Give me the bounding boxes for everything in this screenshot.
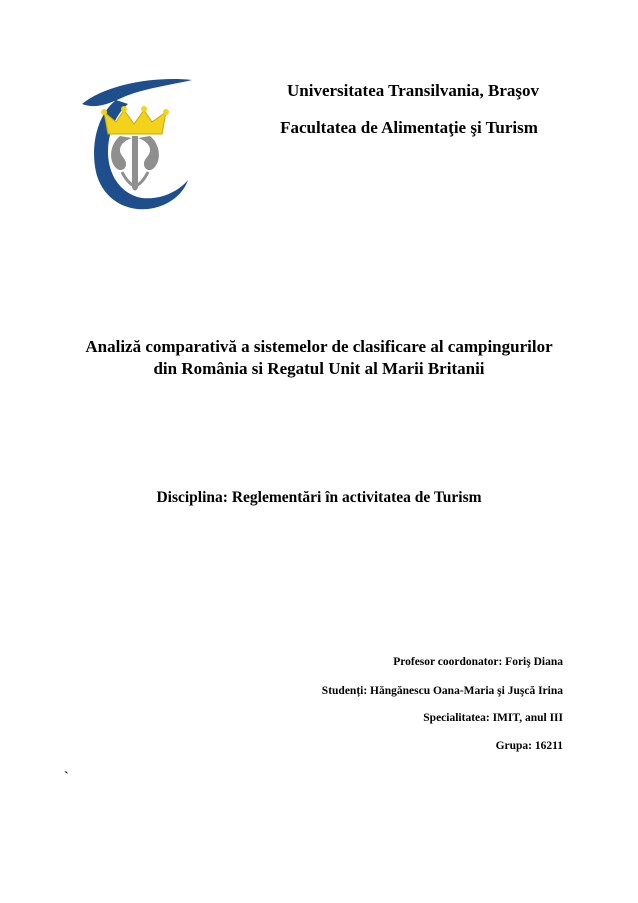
coordinator-line: Profesor coordonator: Foriş Diana [393,656,563,668]
university-crest-icon [76,74,196,216]
document-title [60,336,578,380]
stray-mark: ` [64,770,69,785]
title-line-2: din România si Regatul Unit al Marii Britanii [153,359,485,378]
title-line-1: Analiză comparativă a sistemelor de clasificare al campingurilor [85,337,553,356]
faculty-name: Facultatea de Alimentaţie şi Turism [280,118,538,137]
discipline-line: Disciplina: Reglementări în activitatea de Turism [156,489,482,506]
university-name: Universitatea Transilvania, Braşov [286,81,539,100]
group-line: Grupa: 16211 [495,740,563,752]
students-line: Studenți: Hăngănescu Oana-Maria şi Juşcă Irina [321,685,563,697]
specialty-line: Specialitatea: IMIT, anul III [423,712,563,724]
